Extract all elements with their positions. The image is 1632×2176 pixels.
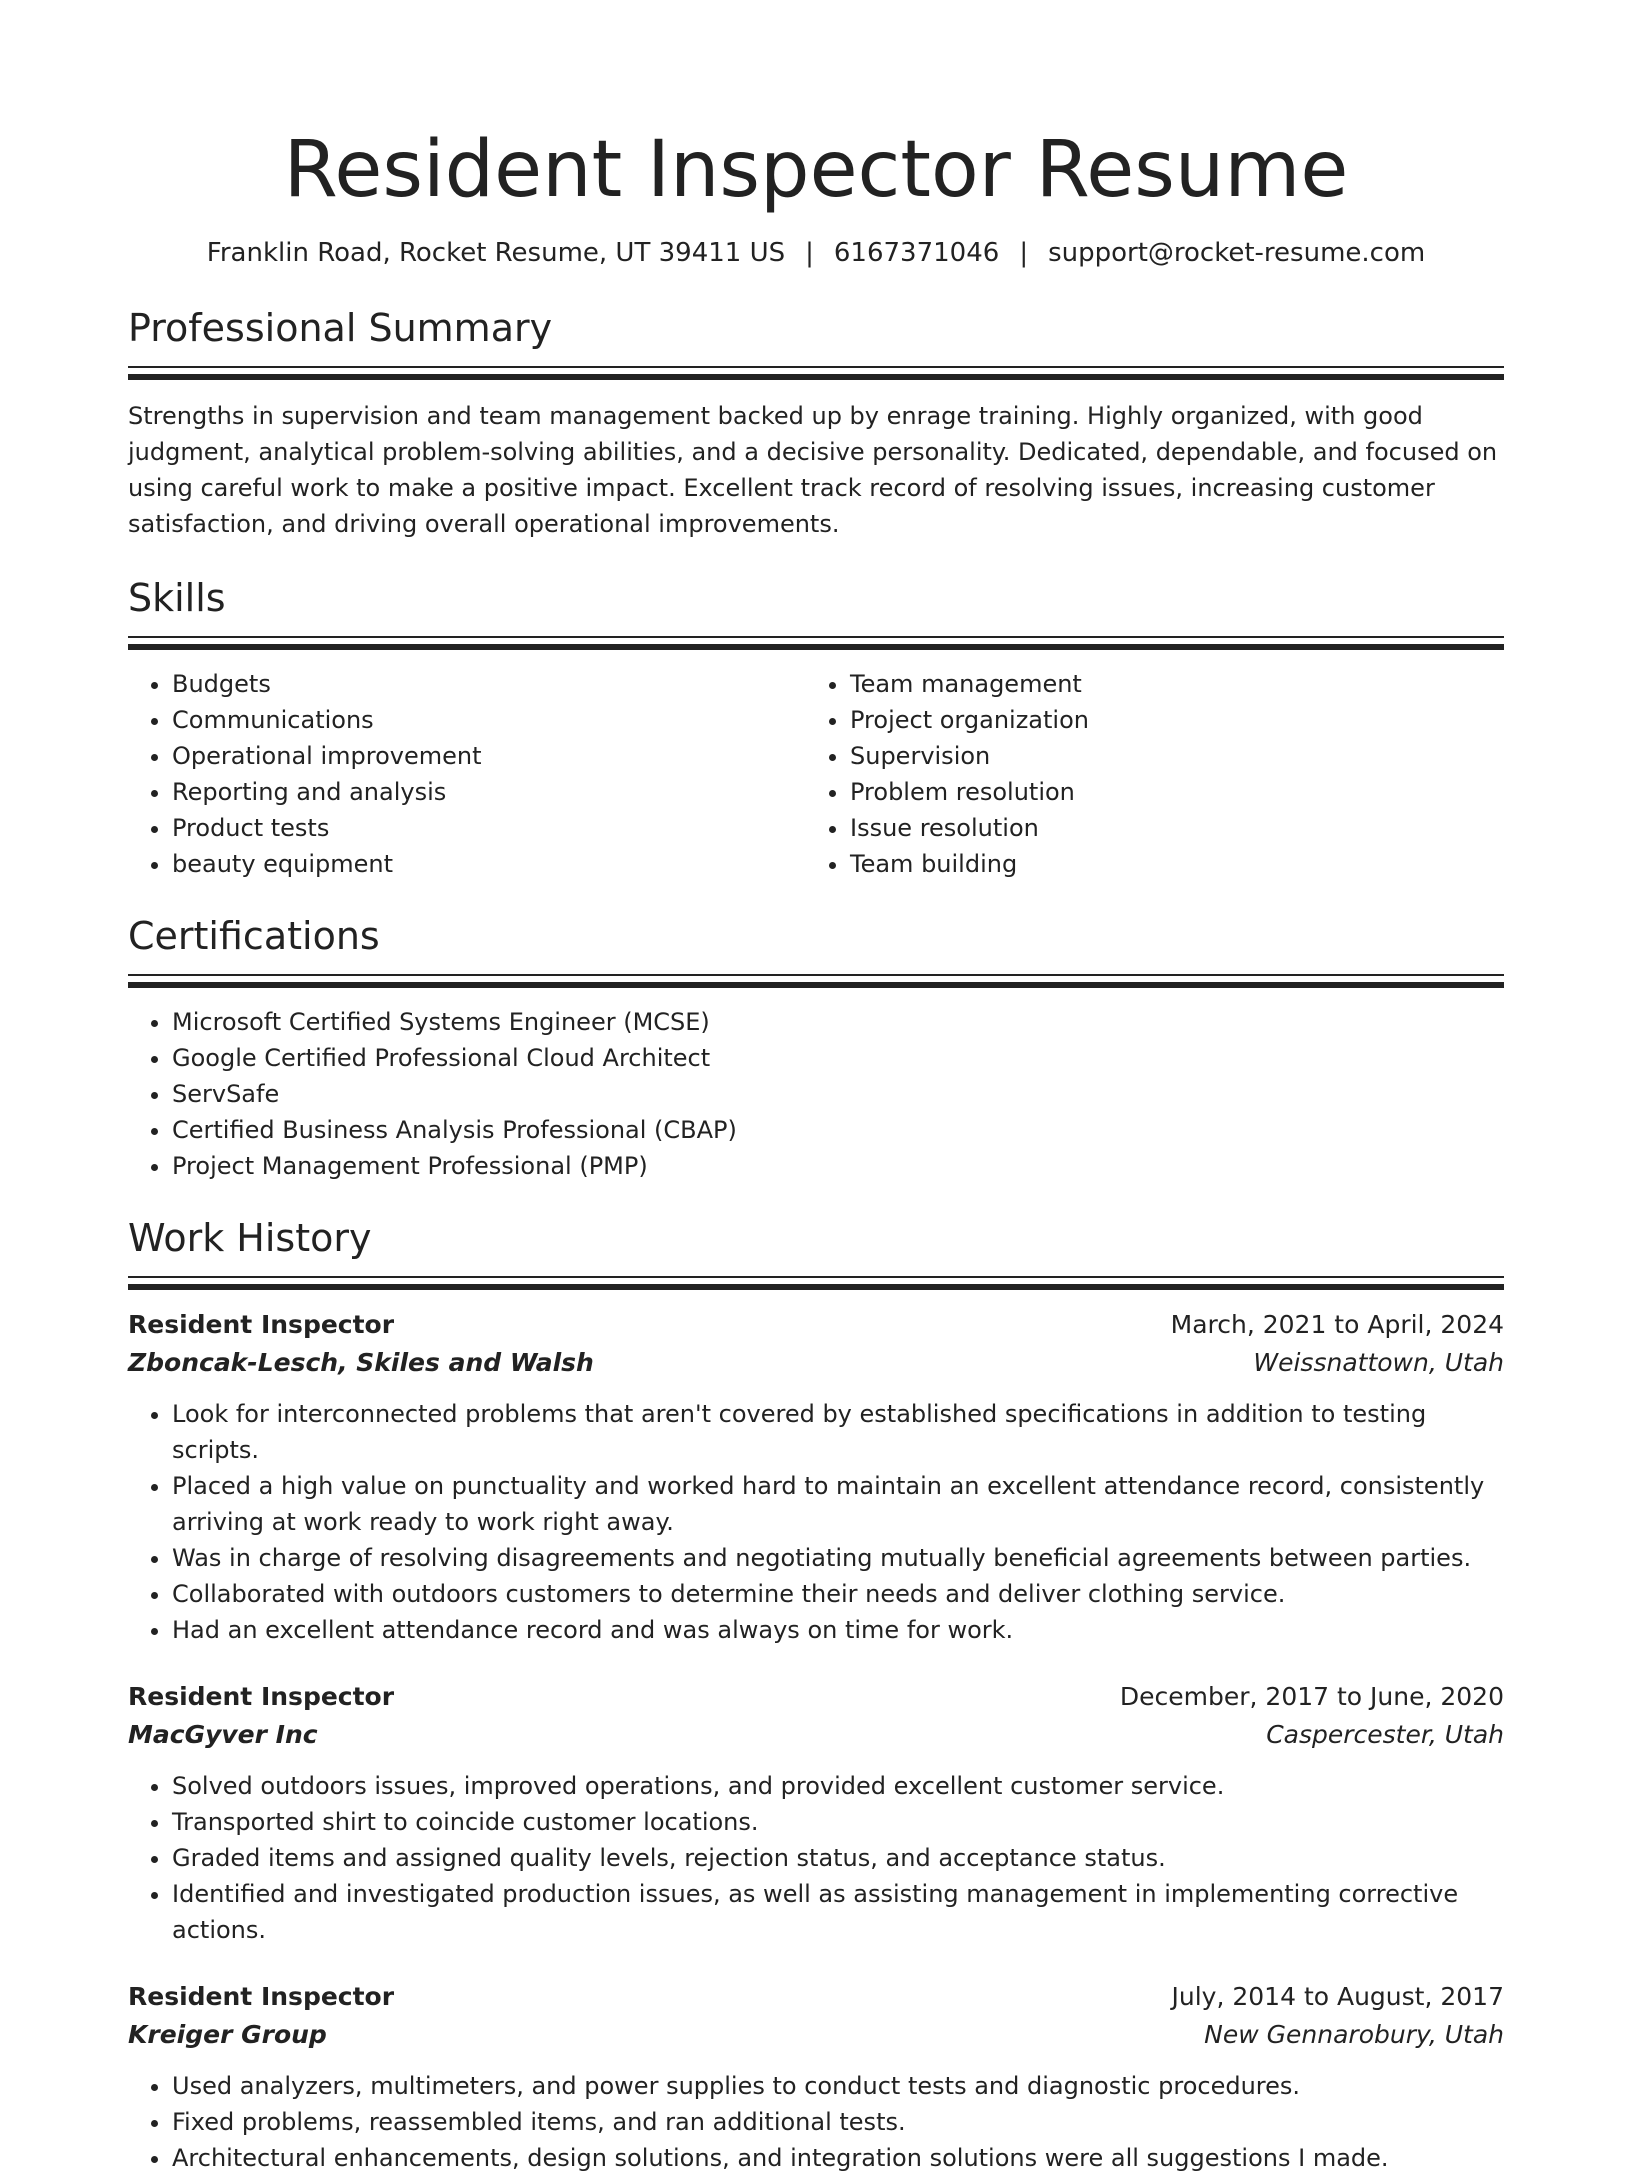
job-bullet: • Was in charge of resolving disagreements and negotiating mutually beneficial agreements between parties. (172, 1540, 1504, 1576)
job-header (128, 1978, 1504, 2016)
skill-item: • Product tests (172, 810, 806, 846)
section-rule-thick (128, 644, 1504, 650)
job-bullet: • Look for interconnected problems that aren't covered by established specifications in addition to testing scripts. (172, 1396, 1504, 1468)
job-bullet: • Transported shirt to coincide customer locations. (172, 1804, 1504, 1840)
job-bullets (128, 1396, 1504, 1648)
skill-item: • Budgets (172, 666, 806, 702)
skill-item: • Supervision (850, 738, 1484, 774)
skill-item: • Project organization (850, 702, 1484, 738)
skill-item: • Problem resolution (850, 774, 1484, 810)
job-subheader (128, 1344, 1504, 1382)
section-rule-thick (128, 374, 1504, 380)
job-company: MacGyver Inc (128, 1720, 318, 1749)
job-bullet: • Had an excellent attendance record and was always on time for work. (172, 1612, 1504, 1648)
job-bullet: • Architectural enhancements, design solutions, and integration solutions were all suggestions I made. (172, 2140, 1504, 2176)
work-history-section (128, 1214, 1504, 2176)
job-bullets (128, 2068, 1504, 2176)
certification-item: • Microsoft Certified Systems Engineer (MCSE) (172, 1004, 1504, 1040)
job-title: Resident Inspector (128, 1982, 395, 2011)
skill-item: • Communications (172, 702, 806, 738)
job-bullet: • Fixed problems, reassembled items, and ran additional tests. (172, 2104, 1504, 2140)
skills-column-right (806, 666, 1484, 882)
certifications-list (128, 1004, 1504, 1184)
summary-text: Strengths in supervision and team management backed up by enrage training. Highly organized, with good judgment, analytical problem-solving abilities, and a decisive personality. Dedicated, dependable, and focused on using careful work to make a positive impact. Excellent track record of resolving issues, increasing customer satisfaction, and driving overall operational improvements. (128, 402, 1498, 538)
job-bullets (128, 1768, 1504, 1948)
certifications-section (128, 912, 1504, 1184)
summary-section (128, 304, 1504, 542)
job-entry (128, 1978, 1504, 2176)
certification-item: • Certified Business Analysis Professional (CBAP) (172, 1112, 1504, 1148)
job-company: Zboncak-Lesch, Skiles and Walsh (128, 1348, 594, 1377)
job-dates: July, 2014 to August, 2017 (1171, 1982, 1504, 2011)
job-company: Kreiger Group (128, 2020, 327, 2049)
job-dates: March, 2021 to April, 2024 (1170, 1310, 1504, 1339)
certification-item: • Google Certified Professional Cloud Architect (172, 1040, 1504, 1076)
skill-item: • beauty equipment (172, 846, 806, 882)
contact-separator: | (1019, 238, 1029, 268)
contact-line (128, 236, 1504, 270)
contact-email: support@rocket-resume.com (1048, 238, 1426, 268)
skills-list-left (128, 666, 806, 882)
contact-phone: 6167371046 (833, 238, 1000, 268)
section-rule (128, 1276, 1504, 1278)
skill-item: • Team management (850, 666, 1484, 702)
section-heading-certifications: Certifications (128, 914, 380, 958)
page-title: Resident Inspector Resume (283, 125, 1349, 215)
job-title: Resident Inspector (128, 1682, 395, 1711)
skill-item: • Operational improvement (172, 738, 806, 774)
section-rule-thick (128, 982, 1504, 988)
job-header (128, 1678, 1504, 1716)
job-bullet: • Collaborated with outdoors customers to determine their needs and deliver clothing service. (172, 1576, 1504, 1612)
job-header (128, 1306, 1504, 1344)
job-bullet: • Graded items and assigned quality levels, rejection status, and acceptance status. (172, 1840, 1504, 1876)
job-entry (128, 1306, 1504, 1648)
job-subheader (128, 1716, 1504, 1754)
contact-separator: | (805, 238, 814, 268)
skill-item: • Team building (850, 846, 1484, 882)
skills-list-right (806, 666, 1484, 882)
section-heading-skills: Skills (128, 576, 226, 620)
skill-item: • Reporting and analysis (172, 774, 806, 810)
certification-item: • Project Management Professional (PMP) (172, 1148, 1504, 1184)
certification-item: • ServSafe (172, 1076, 1504, 1112)
job-subheader (128, 2016, 1504, 2054)
section-rule (128, 366, 1504, 368)
job-location: Weissnattown, Utah (1253, 1348, 1504, 1377)
skill-item: • Issue resolution (850, 810, 1484, 846)
job-title: Resident Inspector (128, 1310, 395, 1339)
job-entry (128, 1678, 1504, 1948)
section-rule-thick (128, 1284, 1504, 1290)
contact-address: Franklin Road, Rocket Resume, UT 39411 US (206, 238, 786, 268)
job-bullet: • Used analyzers, multimeters, and power supplies to conduct tests and diagnostic procedures. (172, 2068, 1504, 2104)
section-rule (128, 974, 1504, 976)
job-location: New Gennarobury, Utah (1204, 2020, 1504, 2049)
skills-grid (128, 666, 1504, 882)
job-dates: December, 2017 to June, 2020 (1119, 1682, 1504, 1711)
skills-column-left (128, 666, 806, 882)
skills-section (128, 574, 1504, 882)
section-rule (128, 636, 1504, 638)
job-bullet: • Identified and investigated production issues, as well as assisting management in implementing corrective actions. (172, 1876, 1504, 1948)
section-heading-summary: Professional Summary (128, 306, 553, 350)
job-bullet: • Placed a high value on punctuality and worked hard to maintain an excellent attendance record, consistently arriving at work ready to work right away. (172, 1468, 1504, 1540)
job-bullet: • Solved outdoors issues, improved operations, and provided excellent customer service. (172, 1768, 1504, 1804)
section-heading-work-history: Work History (128, 1216, 372, 1260)
resume-page (128, 0, 1504, 2176)
job-location: Caspercester, Utah (1266, 1720, 1504, 1749)
